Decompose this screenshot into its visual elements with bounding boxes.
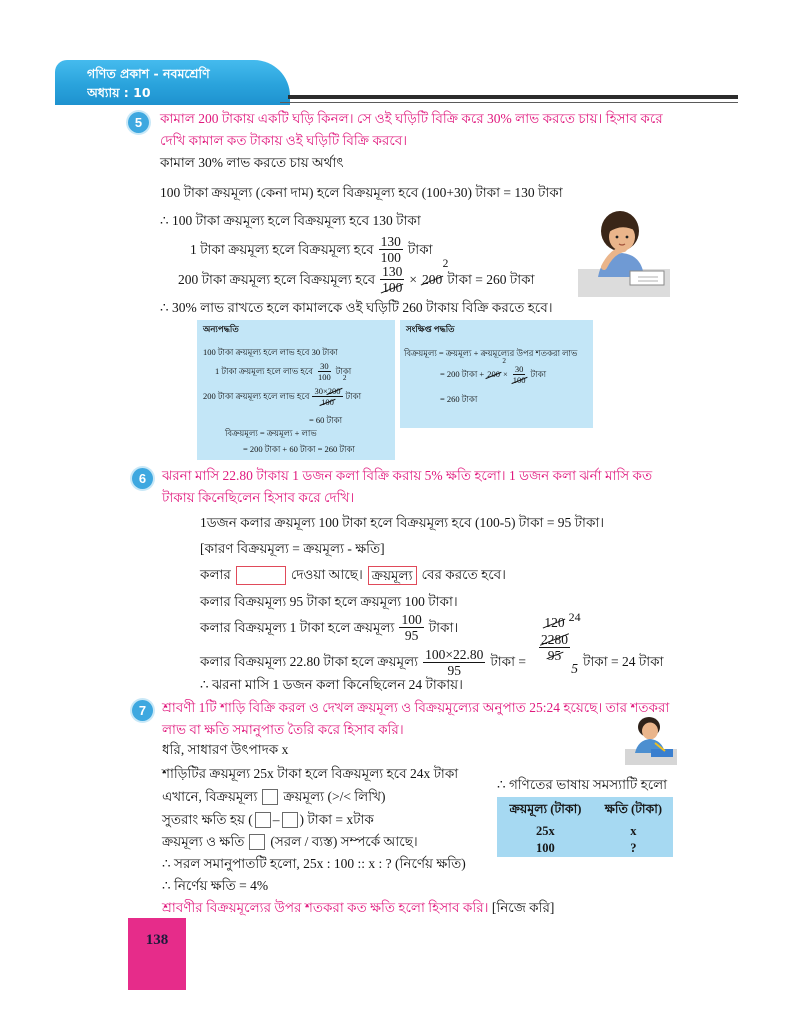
p5-step-5-result: টাকা = 260 টাকা [447,271,535,287]
p5-step-5-text: 200 টাকা ক্রয়মূল্য হলে বিক্রয়মূল্য হবে [178,271,376,287]
times-sign: × [502,369,508,379]
fraction [539,632,570,663]
cancelled-number: 100 [512,375,526,385]
alt-line-3 [203,374,391,407]
p5-step-2: 100 টাকা ক্রয়মূল্য (কেনা দাম) হলে বিক্রয়মূল্য হবে (100+30) টাকা = 130 টাকা [160,185,563,200]
fraction-denominator: 100 [380,250,401,265]
fraction [423,647,485,678]
p6-step-6-unit: টাকা = [490,654,526,669]
p6-step-6-text: কলার বিক্রয়মূল্য 22.80 টাকা হলে ক্রয়মূল্য [200,654,419,669]
header-rule [288,95,738,99]
answer-blank-box[interactable] [236,566,286,585]
p5-step-4-text: 1 টাকা ক্রয়মূল্য হলে বিক্রয়মূল্য হবে [190,241,374,257]
p6-step-6 [200,608,685,680]
p7-step-4-prefix: সুতরাং ক্ষতি হয় ( [162,812,253,827]
cancelled-number: 95 [547,647,562,663]
p6-step-6-result: টাকা = 24 টাকা [582,654,664,669]
fraction-denominator: 95 [447,662,461,678]
minus-sign: – [272,812,280,827]
column-header: ক্ষতি (টাকা) [604,802,663,816]
cancelled-multiplier [487,357,506,380]
p6-step-1: 1ডজন কলার ক্রয়মূল্য 100 টাকা হলে বিক্রয়মূল্য হবে (100-5) টাকা = 95 টাকা। [200,515,605,530]
book-title: গণিত প্রকাশ - নবমশ্রেণি [87,66,210,81]
cancellation-top [544,609,581,632]
problem-7-badge: 7 [132,700,153,721]
reduced-value: 2 [342,374,347,382]
reduced-value: 24 [568,609,581,624]
p7-step-5-suffix: (সরল / ব্যস্ত) সম্পর্কে আছে। [270,834,418,849]
cancelled-number: 2280 [540,631,568,647]
alternative-method-box [197,320,395,460]
table-cell: ? [630,841,637,855]
p7-step-4 [162,810,482,830]
header-rule-thin [280,102,738,103]
answer-blank-box[interactable] [255,812,271,828]
reduced-value: 5 [571,660,578,676]
cancelled-number: 120 [544,614,565,630]
problem-6-badge: 6 [132,468,153,489]
fraction-numerator: 100 [401,612,422,627]
eye [616,236,619,239]
table-caption: ∴ গণিতের ভাষায় সমস্যাটি হলো [497,777,668,792]
eye [626,236,629,239]
cancelled-number [327,374,347,396]
p7-step-2: শাড়িটির ক্রয়মূল্য 25x টাকা হলে বিক্রয়মূল্য হবে 24x টাকা [162,766,459,781]
fraction [379,234,403,265]
alt-method-title: অন্যপদ্ধতি [203,324,239,334]
table-cell: x [630,824,637,838]
problem-6-question: ঝরনা মাসি 22.80 টাকায় 1 ডজন কলা বিক্রি করায় 5% ক্ষতি হলো। 1 ডজন কলা ঝর্না মাসি কত টাকায় কিনেছিলেন হিসাব করে দেখি। [162,468,653,505]
alt-line-2-unit: টাকা [335,366,352,376]
fraction-denominator: 95 [404,628,419,643]
p5-step-4-unit: টাকা [407,241,433,257]
boxed-term: ক্রয়মূল্য [368,566,417,585]
p7-step-6: ∴ সরল সমানুপাতটি হলো, 25x : 100 :: x : ? (নির্ণেয় ক্ষতি) [162,856,466,871]
p6-step-3-suffix: বের করতে হবে। [421,567,506,582]
alt-line-2-text: 1 টাকা ক্রয়মূল্য হলে লাভ হবে [215,366,313,376]
table-cell: 25x [536,824,555,838]
alt-line-4: = 60 টাকা [309,415,343,425]
fraction-numerator: 130 [380,234,401,249]
fraction [380,264,404,295]
table-header-row [497,797,673,823]
face [642,723,658,740]
answer-blank-box[interactable] [262,789,278,805]
boy-writing-illustration [625,713,677,765]
p6-step-3-prefix: কলার [200,567,231,582]
short-line-2-unit: টাকা [530,369,547,379]
page-number: 138 [145,932,169,948]
p5-step-1: কামাল 30% লাভ করতে চায় অর্থাৎ [160,155,344,170]
p7-step-3-suffix: ক্রয়মূল্য (>/< লিখি) [283,789,386,804]
alt-line-3-unit: টাকা [345,391,362,401]
table-row [497,823,673,840]
proportion-table [497,797,673,857]
p6-step-4: কলার বিক্রয়মূল্য 95 টাকা হলে ক্রয়মূল্য 100 টাকা। [200,594,458,609]
chapter-label: অধ্যায় : 10 [87,85,151,100]
p7-step-3-prefix: এখানে, বিক্রয়মূল্য [162,789,258,804]
girl-reading-illustration [578,205,670,297]
short-line-3: = 260 টাকা [440,394,478,404]
p7-task-tag: [নিজে করি] [491,900,555,915]
fraction-numerator: 100×22.80 [425,646,484,662]
fraction-denominator [546,648,564,663]
book [651,749,673,757]
problem-5-question: কামাল 200 টাকায় একটি ঘড়ি কিনল। সে ওই ঘড়িটি বিক্রি করে 30% লাভ করতে চায়। হিসাব করে দেখি কামাল কত টাকায় ওই ঘড়িটি বিক্রি করবে। [160,111,663,148]
cancellation-working [539,609,581,676]
p6-step-5-text: কলার বিক্রয়মূল্য 1 টাকা হলে ক্রয়মূল্য [200,619,395,635]
fraction-numerator: 30 [320,361,329,371]
p7-step-1: ধরি, সাধারণ উৎপাদক x [162,742,289,757]
multiplier-value: 200 [422,271,443,287]
reduced-value: 2 [502,357,506,365]
fraction-numerator: 130 [382,264,403,279]
cancelled-number: 100 [382,280,403,295]
fraction-numerator [539,632,570,648]
table-cell: 100 [536,841,555,855]
cancelled-number: 100 [321,397,334,407]
fraction-denominator [380,280,404,295]
fraction-denominator [511,375,528,385]
p7-step-5 [162,832,492,852]
p5-step-4 [190,234,570,265]
column-header: ক্রয়মূল্য (টাকা) [509,802,582,816]
p7-step-7: ∴ নির্ণেয় ক্ষতি = 4% [162,878,269,893]
answer-blank-box[interactable] [249,834,265,850]
p7-step-4-suffix: ) টাকা = xটাক [299,812,374,827]
alt-line-2 [215,361,391,382]
short-line-2-text: = 200 টাকা + [440,369,485,379]
alt-line-6: = 200 টাকা + 60 টাকা = 260 টাকা [243,444,355,454]
alt-line-3-text: 200 টাকা ক্রয়মূল্য হলে লাভ হবে [203,391,310,401]
page-number-tab [128,918,186,990]
p7-task [162,898,592,918]
p5-step-3: ∴ 100 টাকা ক্রয়মূল্য হলে বিক্রয়মূল্য হবে 130 টাকা [160,213,421,228]
p5-conclusion: ∴ 30% লাভ রাখতে হলে কামালকে ওই ঘড়িটি 260 টাকায় বিক্রি করতে হবে। [160,300,553,315]
fraction-denominator: 100 [317,372,331,382]
p6-conclusion: ∴ ঝরনা মাসি 1 ডজন কলা কিনেছিলেন 24 টাকায়। [200,677,463,692]
fraction [511,364,528,385]
p5-step-5 [178,257,573,295]
multiplier-value: 200 [487,369,500,379]
alt-line-1: 100 টাকা ক্রয়মূল্য হলে লাভ হবে 30 টাকা [203,347,338,357]
p6-step-5-unit: টাকা। [428,619,459,635]
p7-step-5-prefix: ক্রয়মূল্য ও ক্ষতি [162,834,245,849]
fraction [316,361,333,382]
short-method-title: সংক্ষিপ্ত পদ্ধতি [406,324,455,334]
short-line-2 [440,357,590,385]
fraction [312,374,347,407]
reduced-value: 2 [442,257,449,270]
p6-step-3-middle: দেওয়া আছে। [290,567,363,582]
p7-task-text: শ্রাবণীর বিক্রয়মূল্যের উপর শতকরা কত ক্ষতি হলো হিসাব করি। [162,900,489,915]
chapter-header-tab [55,60,290,105]
notebook [630,271,664,285]
p7-step-3 [162,787,482,807]
numerator-value: 200 [327,386,341,396]
p6-step-3 [200,565,660,585]
cancelled-multiplier [422,257,449,290]
times-sign: × [409,271,418,287]
short-line-1: বিক্রয়মূল্য = ক্রয়মূল্য + ক্রয়মূল্যের উপর শতকরা লাভ [404,348,578,358]
alt-line-5: বিক্রয়মূল্য = ক্রয়মূল্য + লাভ [225,428,317,438]
answer-blank-box[interactable] [282,812,298,828]
problem-5-badge: 5 [128,112,149,133]
numerator-part: 30× [314,386,328,396]
problem-7-question: শ্রাবণী 1টি শাড়ি বিক্রি করল ও দেখল ক্রয়মূল্য ও বিক্রয়মূল্যের অনুপাত 25:24 হয়েছে। তার শতকরা লাভ বা ক্ষতি সমানুপাত তৈরি করে হিসাব করি। [162,700,670,737]
short-method-box [400,320,593,428]
table-row [497,840,673,857]
p6-step-2: [কারণ বিক্রয়মূল্য = ক্রয়মূল্য - ক্ষতি] [200,541,385,556]
fraction-numerator: 30 [514,364,524,374]
fraction-denominator [319,397,336,407]
